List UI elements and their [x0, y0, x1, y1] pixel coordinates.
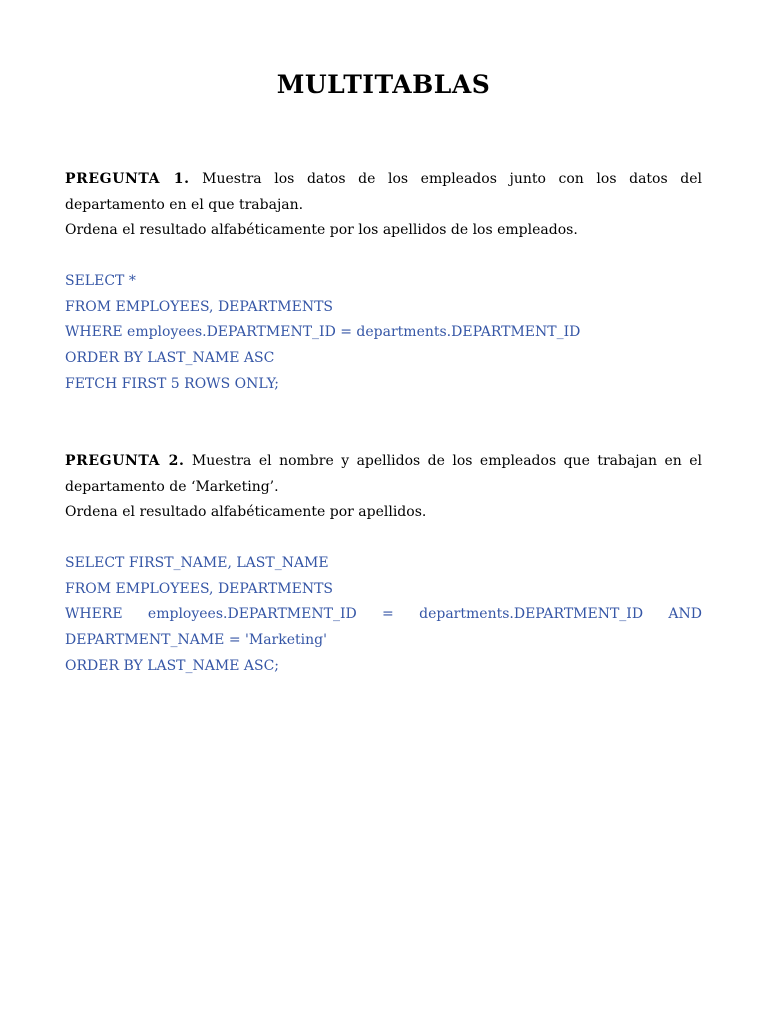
question-2-first-line — [65, 449, 702, 475]
code-line: ORDER BY LAST_NAME ASC — [65, 350, 275, 367]
question-1-sql-code — [65, 269, 702, 398]
code-line: DEPARTMENT_NAME = 'Marketing' — [65, 632, 327, 649]
question-2 — [65, 449, 702, 526]
code-line: FROM EMPLOYEES, DEPARTMENTS — [65, 298, 333, 315]
question-1-text-line3: Ordena el resultado alfabéticamente por los apellidos de los empleados. — [65, 222, 578, 239]
question-2-label: PREGUNTA 2. — [65, 453, 185, 469]
code-line: WHERE employees.DEPARTMENT_ID = departments.DEPARTMENT_ID — [65, 324, 581, 341]
document-title: MULTITABLAS — [276, 70, 491, 99]
question-1-text-line1: Muestra los datos de los empleados junto con los datos del — [189, 171, 702, 187]
code-line: SELECT * — [65, 273, 136, 289]
question-1-text-line2: departamento en el que trabajan. — [65, 196, 304, 213]
question-1 — [65, 167, 702, 244]
code-line: FETCH FIRST 5 ROWS ONLY; — [65, 375, 279, 392]
question-2-text-line3: Ordena el resultado alfabéticamente por apellidos. — [65, 504, 427, 521]
code-line: SELECT FIRST_NAME, LAST_NAME — [65, 555, 329, 571]
question-2-sql-code — [65, 551, 702, 680]
code-line: ORDER BY LAST_NAME ASC; — [65, 657, 280, 674]
question-2-text-line2: departamento de ‘Marketing’. — [65, 478, 279, 495]
code-line: FROM EMPLOYEES, DEPARTMENTS — [65, 580, 333, 597]
question-2-text-line1: Muestra el nombre y apellidos de los empleados que trabajan en el — [184, 453, 702, 469]
code-line: WHERE employees.DEPARTMENT_ID = departments.DEPARTMENT_ID AND — [65, 606, 702, 623]
question-1-label: PREGUNTA 1. — [65, 171, 190, 187]
question-1-first-line — [65, 167, 702, 193]
